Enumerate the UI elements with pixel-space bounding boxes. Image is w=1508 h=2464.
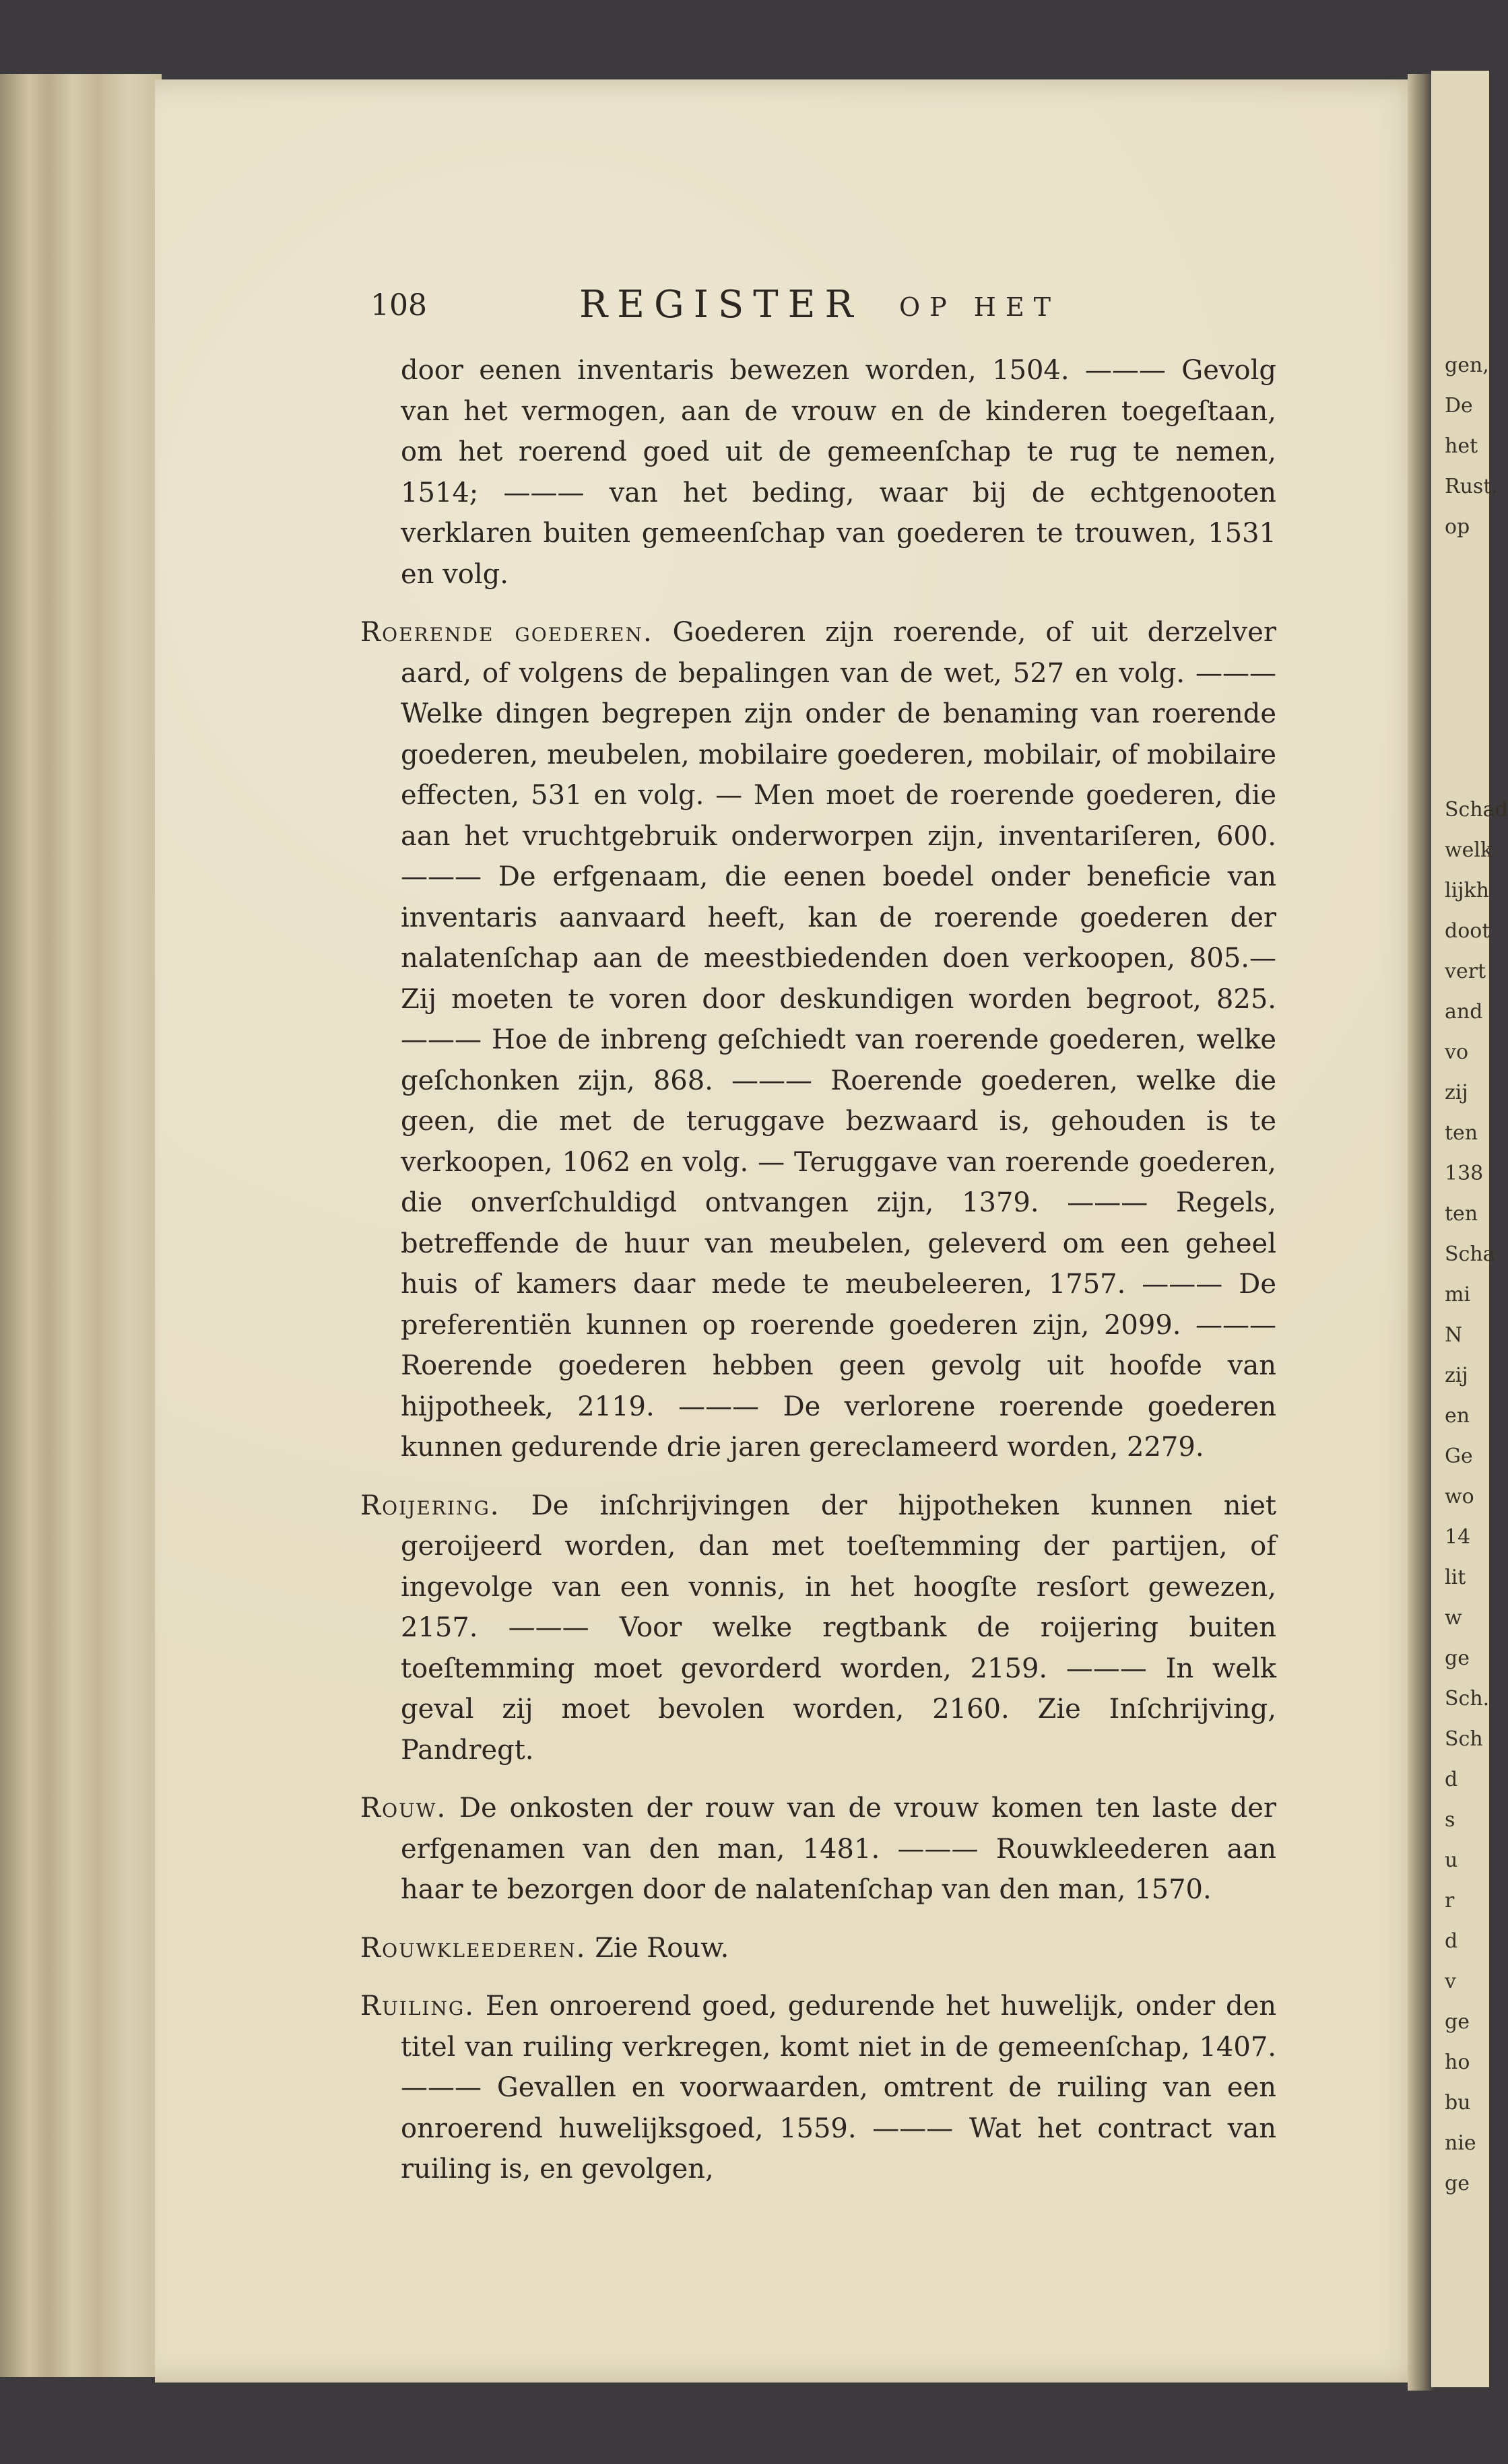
facing-page-text: nie <box>1445 2131 1476 2155</box>
facing-page-text: vo <box>1445 1040 1469 1064</box>
facing-page-text: zij <box>1445 1081 1468 1104</box>
running-title: REGISTER <box>579 283 863 327</box>
facing-page-text: mi <box>1445 1283 1471 1306</box>
book-binding <box>1408 74 1435 2391</box>
facing-page-text: Sch. <box>1445 1687 1490 1710</box>
entry-text: Zie Rouw. <box>595 1932 729 1964</box>
register-entry <box>360 1788 1276 1910</box>
facing-page-text: welk <box>1445 838 1493 862</box>
facing-page-text: w <box>1445 1606 1462 1630</box>
facing-page-text: u <box>1445 1849 1458 1872</box>
facing-page-text: lit <box>1445 1566 1466 1589</box>
entry-text: De onkosten der rouw van de vrouw komen ten laste der erfgenamen van den man, 1481. ——— Rouwkleederen aan haar te bezorgen door de nalatenſchap van den man, 1570. <box>401 1793 1277 1905</box>
facing-page-text: het <box>1445 434 1478 458</box>
entry-heading: Rouwkleederen. <box>360 1932 587 1964</box>
facing-page-text: Ge <box>1445 1444 1473 1468</box>
facing-page-text: De <box>1445 394 1473 418</box>
entry-heading: Ruiling. <box>360 1991 476 2022</box>
facing-page-text: and <box>1445 1000 1483 1024</box>
facing-page-fragment <box>1431 71 1508 2387</box>
facing-page-text: 14 <box>1445 1525 1471 1549</box>
entry-heading: Roijering. <box>360 1490 500 1521</box>
page-header <box>370 283 1118 330</box>
register-entry-continuation <box>360 350 1276 595</box>
facing-page-text: ge <box>1445 1646 1470 1670</box>
facing-page-text: r <box>1445 1889 1455 1912</box>
running-title-suffix: OP HET <box>899 292 1061 322</box>
facing-page-text: op <box>1445 515 1470 539</box>
register-entries <box>360 350 1276 2207</box>
register-entry <box>360 1986 1276 2190</box>
entry-heading: Roerende goederen. <box>360 617 653 648</box>
facing-page-text: s <box>1445 1808 1455 1832</box>
facing-page-text: d <box>1445 1929 1458 1953</box>
register-entry <box>360 1486 1276 1771</box>
facing-page-text: Sch <box>1445 1727 1483 1751</box>
facing-page-text: zij <box>1445 1364 1468 1387</box>
facing-page-text: ten <box>1445 1202 1478 1226</box>
facing-page-text: en <box>1445 1404 1470 1428</box>
facing-page-text: ge <box>1445 2010 1470 2034</box>
facing-page-text: ho <box>1445 2051 1470 2074</box>
register-entry <box>360 1928 1276 1969</box>
page-number: 108 <box>370 288 427 323</box>
facing-page-text: wo <box>1445 1485 1474 1508</box>
entry-text: De inſchrijvingen der hijpotheken kunnen niet geroijeerd worden, dan met toeſtemming der partijen, of ingevolge van een vonnis, in het hoogſte resſort gewezen, 2157. ——— Voor welke regtbank de roijering buiten toeſtemming moet gevorderd worden, 2159. ——— In welk geval zij moet bevolen worden, 2160. Zie Inſchrijving, Pandregt. <box>401 1490 1276 1766</box>
facing-page-text: Schad <box>1445 798 1508 822</box>
entry-text: Goederen zijn roerende, of uit derzelver aard, of volgens de bepalingen van de wet, 527 en volg. ——— Welke dingen begrepen zijn onder de benaming van roerende goederen, meubelen, mobilaire goederen, mobilair, of mobilaire effecten, 531 en volg. — Men moet de roerende goederen, die aan het vruchtgebruik onderworpen zijn, inventariſeren, 600. ——— De erfgenaam, die eenen boedel onder beneficie van inventaris aanvaard heeft, kan de roerende goederen der nalatenſchap aan de meestbiedenden doen verkoopen, 805.— Zij moeten te voren door deskundigen worden begroot, 825. ——— Hoe de inbreng geſchiedt van roerende goederen, welke geſchonken zijn, 868. ——— Roerende goederen, welke die geen, die met de teruggave bezwaard is, gehouden is te verkoopen, 1062 en volg. — Teruggave van roerende goederen, die onverſchuldigd ontvangen zijn, 1379. ——— Regels, betreffende de huur van meubelen, geleverd om een geheel huis of kamers daar mede te meubeleeren, 1757. ——— De preferentiën kunnen op roerende goederen zijn, 2099. ——— Roerende goederen hebben geen gevolg uit hoofde van hijpotheek, 2119. ——— De verlorene roerende goederen kunnen gedurende drie jaren gereclameerd worden, 2279. <box>401 617 1276 1463</box>
facing-page-text: 138 <box>1445 1162 1484 1185</box>
facing-page-text: ge <box>1445 2172 1470 2195</box>
facing-page-text: doot <box>1445 919 1490 943</box>
facing-page-text: Scha <box>1445 1242 1495 1266</box>
facing-page-text: ten <box>1445 1121 1478 1145</box>
facing-page-text: gen, <box>1445 354 1489 377</box>
register-entry <box>360 612 1276 1468</box>
facing-page-text: lijkh <box>1445 879 1489 902</box>
book-page-edges <box>0 74 162 2377</box>
entry-heading: Rouw. <box>360 1793 447 1824</box>
facing-page-text: bu <box>1445 2091 1471 2115</box>
entry-text: door eenen inventaris bewezen worden, 1504. ——— Gevolg van het vermogen, aan de vrouw en de kinderen toegeſtaan, om het roerend goed uit de gemeenſchap te rug te nemen, 1514; ——— van het beding, waar bij de echtgenooten verklaren buiten gemeenſchap van goederen te trouwen, 1531 en volg. <box>401 355 1276 590</box>
facing-page-text: d <box>1445 1768 1458 1791</box>
facing-page-text: vert <box>1445 960 1486 983</box>
facing-page-text: v <box>1445 1970 1456 1993</box>
entry-text: Een onroerend goed, gedurende het huwelijk, onder den titel van ruiling verkregen, komt niet in de gemeenſchap, 1407. ——— Gevallen en voorwaarden, omtrent de ruiling van een onroerend huwelijksgoed, 1559. ——— Wat het contract van ruiling is, en gevolgen, <box>401 1991 1277 2185</box>
facing-page-text: N <box>1445 1323 1463 1347</box>
facing-page-text: Rust. <box>1445 475 1498 498</box>
